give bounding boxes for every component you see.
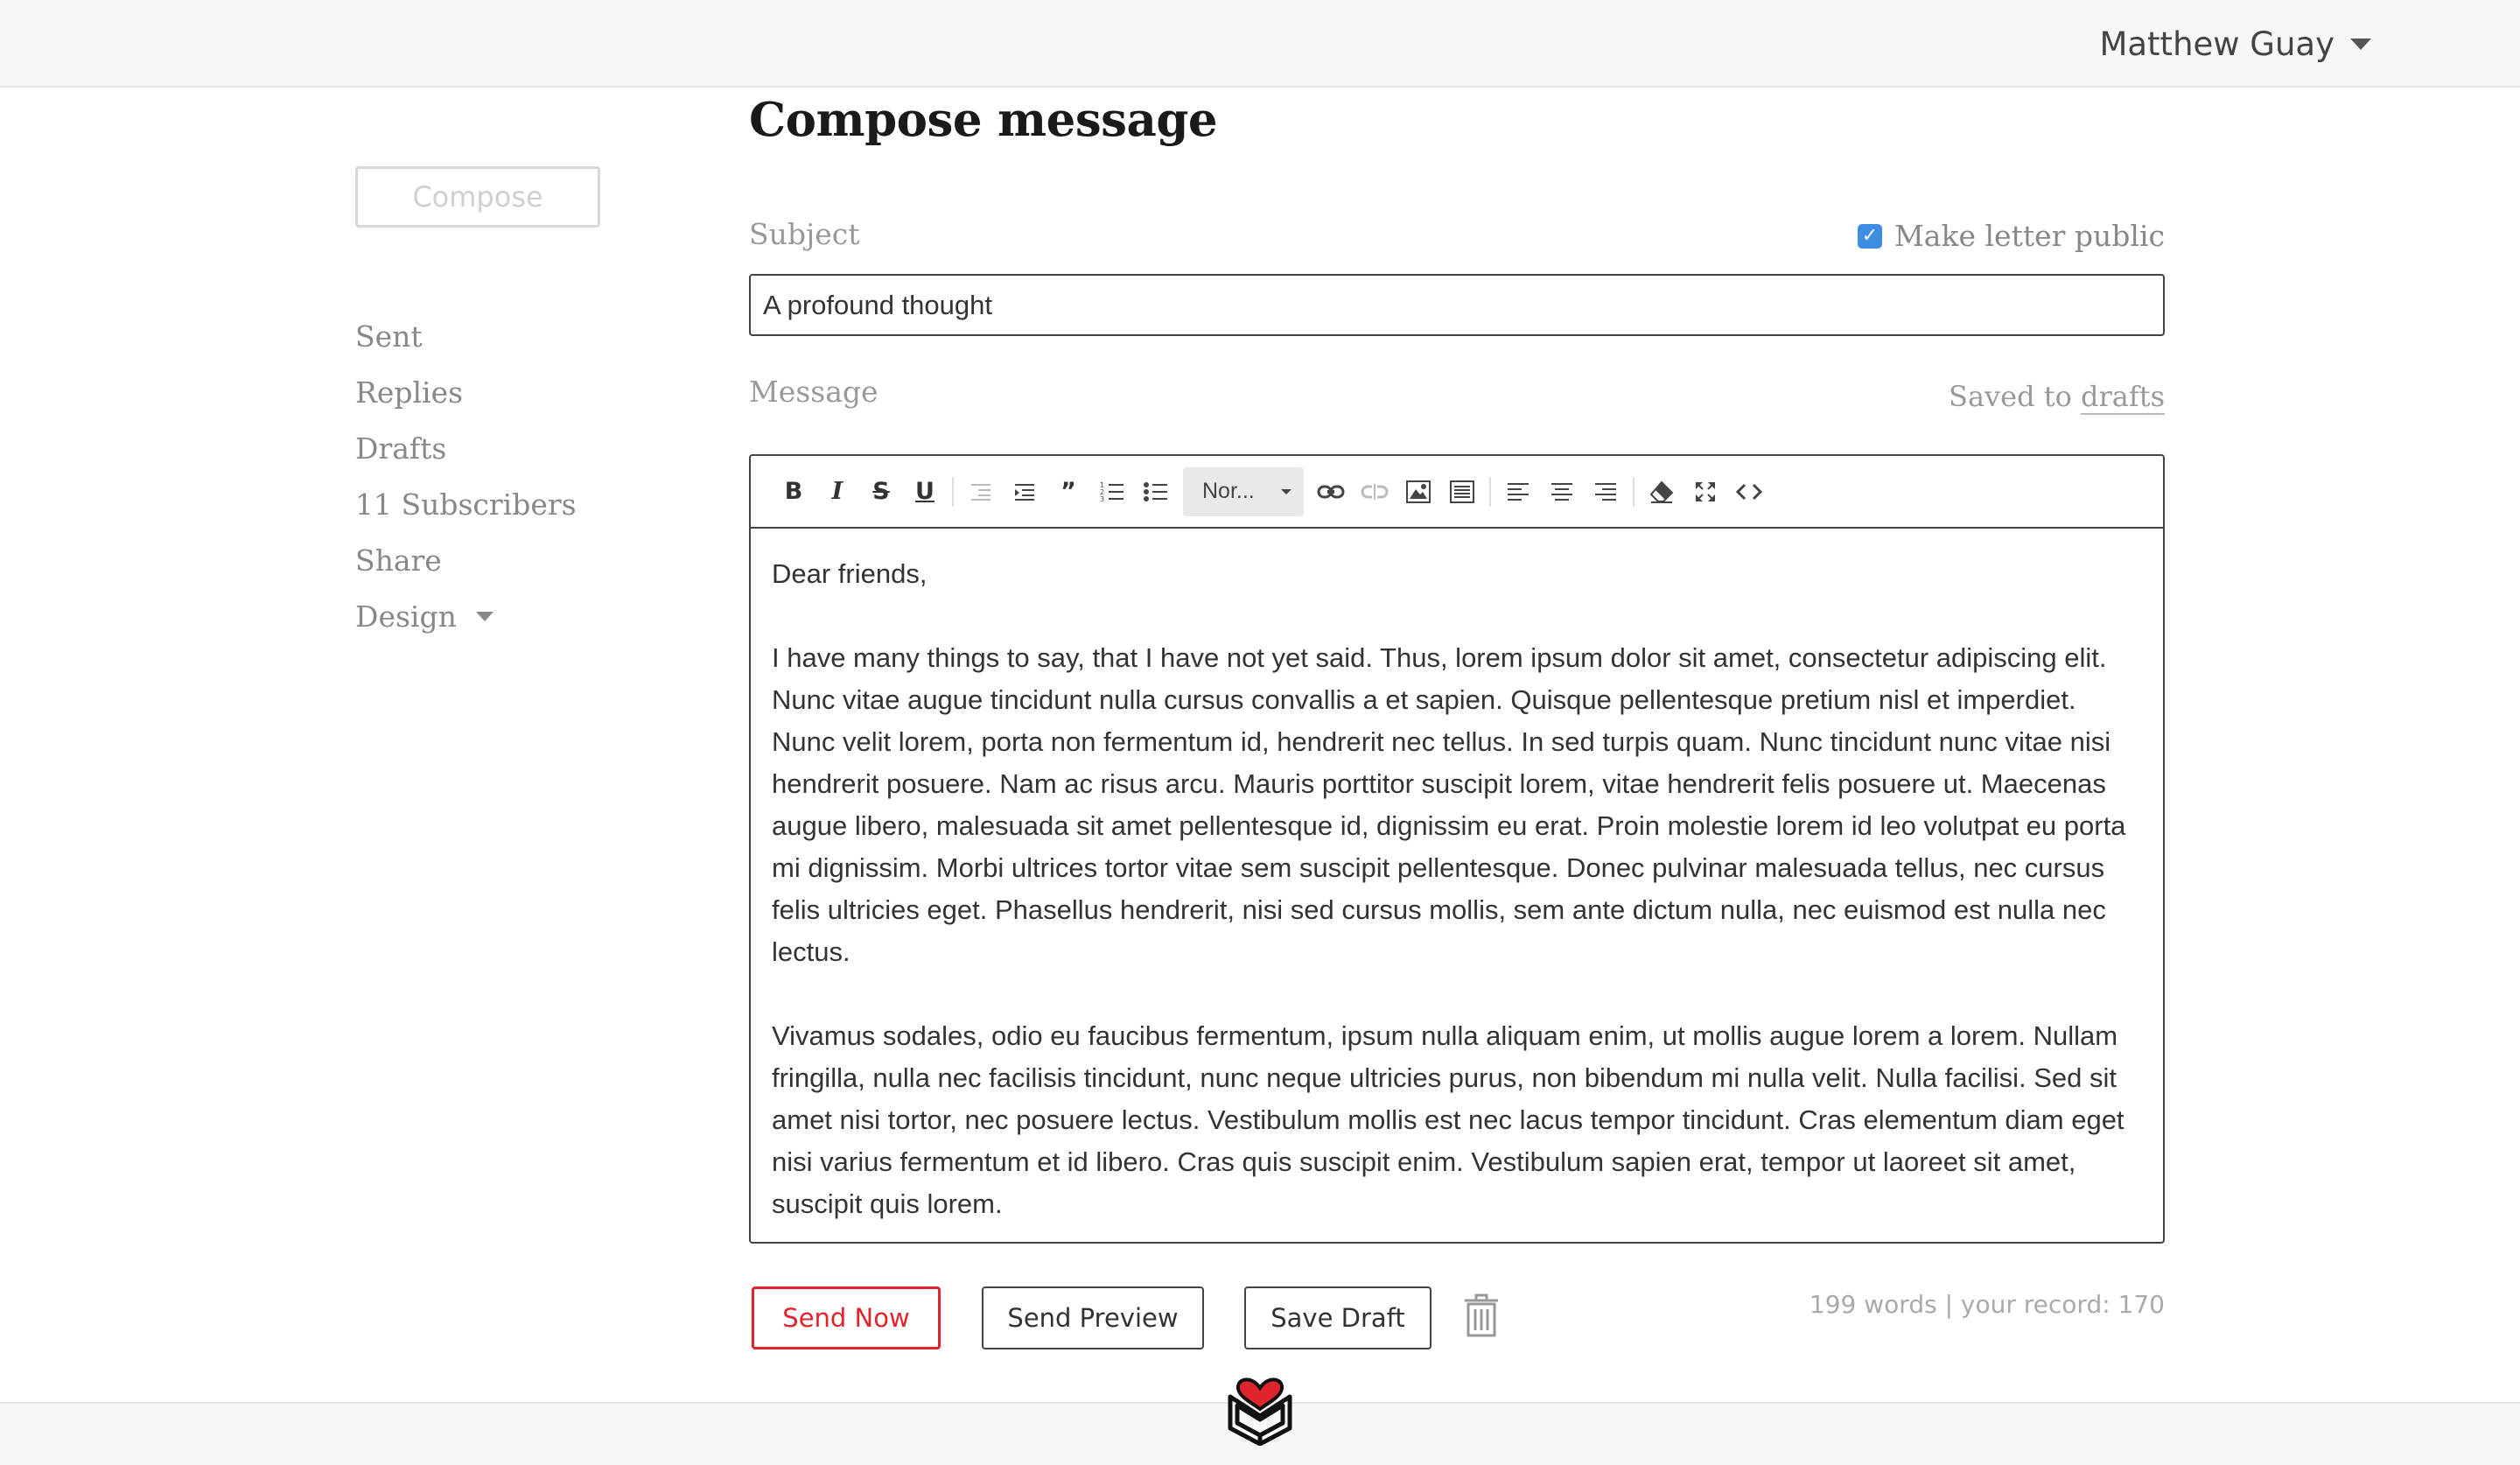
drafts-link[interactable]: drafts: [2081, 380, 2165, 413]
make-public-checkbox[interactable]: ✓: [1858, 224, 1882, 249]
compose-button[interactable]: Compose: [355, 166, 600, 228]
sidebar-item-drafts[interactable]: [355, 420, 577, 476]
image-icon[interactable]: [1396, 470, 1440, 514]
sidebar-item-design[interactable]: [355, 588, 577, 644]
sidebar-item-label: Sent: [355, 319, 423, 354]
send-now-button[interactable]: Send Now: [752, 1286, 941, 1349]
subject-input[interactable]: [749, 274, 2165, 336]
sidebar-item-label: Drafts: [355, 431, 447, 466]
sidebar-item-label: Share: [355, 543, 442, 578]
bold-button[interactable]: B: [784, 478, 803, 505]
user-name: Matthew Guay: [2099, 25, 2334, 63]
message-paragraph: I have many things to say, that I have not yet said. Thus, lorem ipsum dolor sit amet, consectetur adipiscing elit. Nunc vitae augue tincidunt nulla cursus convallis a et sapien. Quisque pellentesque pretium nisl et imperdiet. Nunc velit lorem, porta non fermentum id, hendrerit nec tellus. In sed turpis quam. Nunc tincidunt nunc vitae nisi hendrerit posuere. Nam ac risus arcu. Mauris porttitor suscipit lorem, vitae hendrerit felis posuere ut. Maecenas augue libero, malesuada sit amet pellentesque id, dignissim eu erat. Proin molestie lorem id leo volutpat eu porta mi dignissim. Morbi ultrices tortor vitae sem suscipit pellentesque. Donec pulvinar malesuada tellus, nec cursus felis ultricies eget. Phasellus hendrerit, nisi sed cursus mollis, sem ante dictum nulla, nec euismod est nulla nec lectus.: [772, 642, 2126, 967]
sidebar-item-label: Design: [355, 599, 457, 634]
message-label: Message: [749, 375, 878, 409]
sidebar-item-replies[interactable]: [355, 364, 577, 420]
sidebar-item-sent[interactable]: [355, 308, 577, 364]
heading-select[interactable]: [1183, 467, 1304, 516]
user-menu[interactable]: [2099, 23, 2371, 65]
heading-select-value: Nor...: [1202, 479, 1255, 503]
fullscreen-icon[interactable]: [1684, 470, 1727, 514]
ordered-list-icon[interactable]: [1090, 470, 1134, 514]
saved-prefix: Saved to: [1949, 380, 2072, 413]
underline-button[interactable]: U: [915, 478, 934, 505]
top-bar: [0, 0, 2520, 88]
strikethrough-button[interactable]: S: [872, 478, 890, 505]
indent-icon[interactable]: [1003, 470, 1046, 514]
send-preview-button[interactable]: Send Preview: [982, 1286, 1204, 1349]
unlink-icon[interactable]: [1353, 470, 1396, 514]
eraser-icon[interactable]: [1640, 470, 1684, 514]
embed-icon[interactable]: [1440, 470, 1484, 514]
italic-button[interactable]: I: [831, 478, 844, 505]
save-draft-button[interactable]: Save Draft: [1244, 1286, 1432, 1349]
align-center-icon[interactable]: [1540, 470, 1584, 514]
toolbar-divider: [1633, 477, 1634, 507]
message-paragraph: Vivamus sodales, odio eu faucibus fermentum, ipsum nulla aliquam enim, ut mollis augue lorem a lorem. Nullam fringilla, nulla nec facilisis tincidunt, nunc neque ultricies purus, non bibendum mi nulla velit. Nulla facilisi. Sed sit amet nisi tortor, nec posuere lectus. Vestibulum mollis est nec lacus tempor tincidunt. Cras elementum diam eget nisi varius fermentum et id libero. Cras quis suscipit enim. Vestibulum sapien erat, tempor ut laoreet sit amet, suscipit quis lorem.: [772, 1020, 2124, 1219]
bullet-list-icon[interactable]: [1134, 470, 1178, 514]
svg-text:2: 2: [1100, 487, 1105, 496]
chevron-down-icon: [2350, 39, 2371, 50]
subject-label: Subject: [749, 217, 860, 251]
align-left-icon[interactable]: [1496, 470, 1540, 514]
sidebar-nav: [355, 308, 577, 644]
link-icon[interactable]: [1309, 470, 1353, 514]
word-count: 199 words | your record: 170: [1809, 1290, 2165, 1319]
message-greeting: Dear friends,: [772, 558, 928, 589]
make-public-label: Make letter public: [1894, 219, 2165, 253]
chevron-down-icon: [1281, 489, 1292, 494]
sidebar-item-share[interactable]: [355, 532, 577, 588]
editor-toolbar: [751, 456, 2163, 529]
toolbar-divider: [1489, 477, 1491, 507]
chevron-down-icon: [476, 612, 494, 621]
sidebar-item-label: Replies: [355, 375, 464, 410]
code-view-icon[interactable]: [1727, 470, 1771, 514]
trash-icon[interactable]: [1463, 1293, 1500, 1337]
heart-envelope-logo-icon: [1225, 1362, 1295, 1446]
align-right-icon[interactable]: [1584, 470, 1628, 514]
message-editor: [749, 454, 2165, 1244]
page-title: Compose message: [749, 93, 1218, 147]
svg-text:3: 3: [1100, 494, 1105, 503]
blockquote-icon[interactable]: ”: [1060, 478, 1076, 505]
outdent-icon[interactable]: [959, 470, 1003, 514]
message-body[interactable]: [751, 529, 2163, 1225]
sidebar-item-subscribers[interactable]: [355, 476, 577, 532]
toolbar-divider: [952, 477, 954, 507]
sidebar-item-label: 11 Subscribers: [355, 487, 577, 522]
saved-status: [1949, 380, 2165, 413]
svg-text:1: 1: [1100, 480, 1105, 489]
make-public-toggle[interactable]: [1858, 219, 2165, 253]
